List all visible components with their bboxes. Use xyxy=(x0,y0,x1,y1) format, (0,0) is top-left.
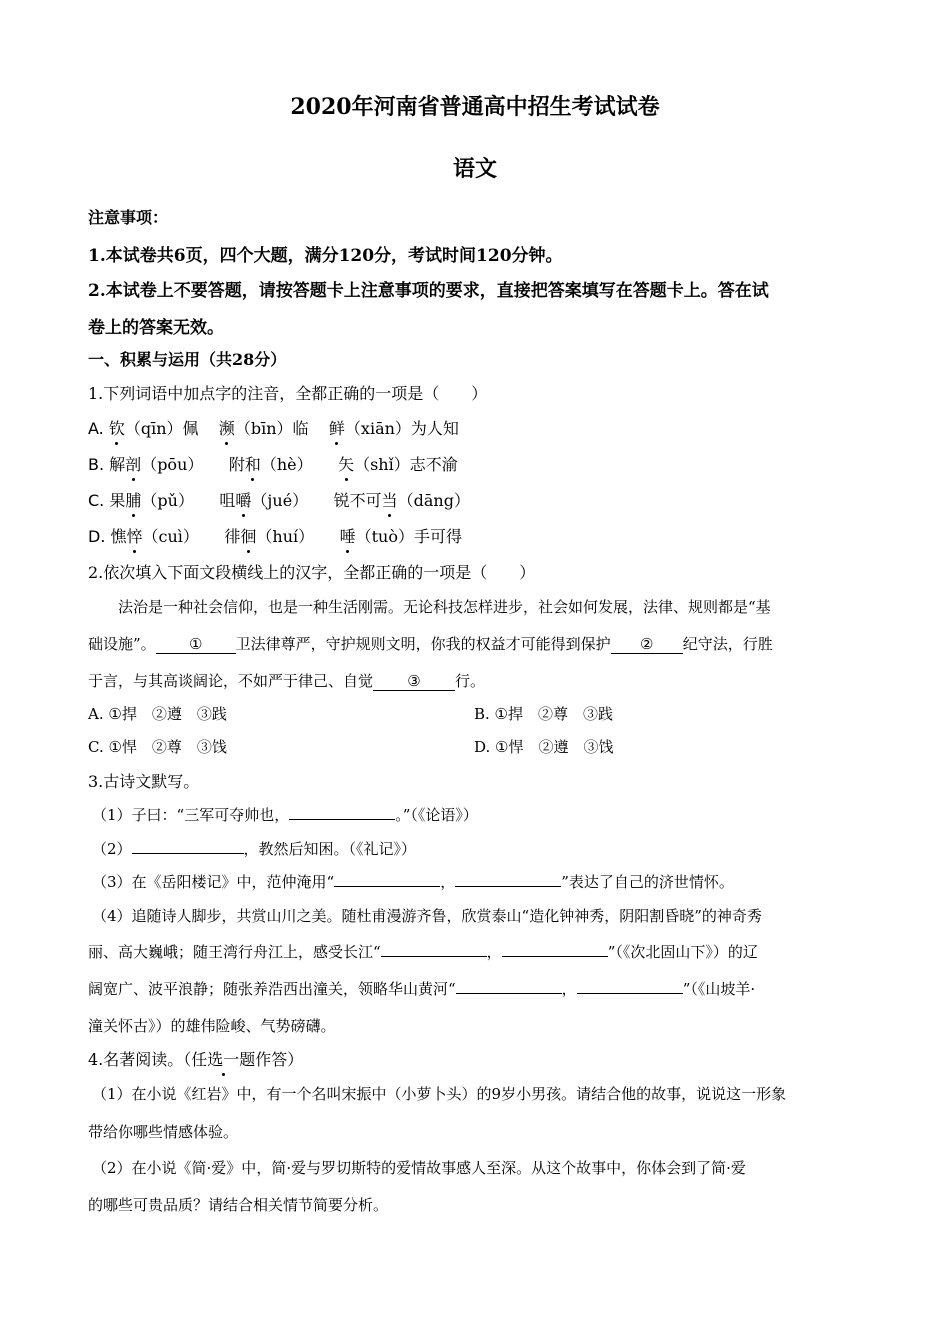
q2-passage-line-1: 法治是一种社会信仰，也是一种生活刚需。无论科技怎样进步，社会如何发展，法律、规则都是“基 xyxy=(118,598,771,616)
option-label: B. xyxy=(88,455,105,474)
q3-item-4-line-2: 丽、高大巍峨；随王湾行舟江上，感受长江“ ， ”（《次北固山下》）的辽 xyxy=(88,943,758,961)
q4-item-2-line-2: 的哪些可贵品质？请结合相关情节简要分析。 xyxy=(88,1196,389,1214)
q3-item-4-line-3: 阔宽广、波平浪静；随张养浩西出潼关，领略华山黄河“ ， ”（《山坡羊· xyxy=(88,980,756,998)
q3-item-4-line-4: 潼关怀古》）的雄伟险峻、气势磅礴。 xyxy=(88,1017,336,1035)
q4-item-2-line-1: （2）在小说《简·爱》中，简·爱与罗切斯特的爱情故事感人至深。从这个故事中，你体会到了简·爱 xyxy=(92,1159,746,1177)
blank-3: ③ xyxy=(373,672,455,691)
dotted-char: 嚼 xyxy=(235,488,251,511)
answer-blank xyxy=(381,956,487,957)
answer-blank xyxy=(132,853,244,854)
q2-option-a: A. ①捍 ②遵 ③践 xyxy=(88,705,227,723)
q1-option-c: C. 果脯（pǔ） 咀嚼（jué） 锐不可当（dāng） xyxy=(88,488,470,511)
q4-item-1-line-1: （1）在小说《红岩》中，有一个名叫宋振中（小萝卜头）的9岁小男孩。请结合他的故事，说说这一形象 xyxy=(92,1085,787,1103)
q3-stem: 3.古诗文默写。 xyxy=(88,772,200,791)
option-label: C. xyxy=(88,491,105,510)
dotted-char: 和 xyxy=(245,452,261,475)
answer-blank xyxy=(502,956,608,957)
answer-blank xyxy=(577,993,683,994)
q1-option-b: B. 解剖（pōu） 附和（hè） 矢（shǐ）志不渝 xyxy=(88,452,458,475)
dotted-char: 剖 xyxy=(125,452,141,475)
answer-blank xyxy=(455,886,561,887)
notice-item-2-line-2: 卷上的答案无效。 xyxy=(88,318,224,338)
q3-item-2: （2） ，教然后知困。（《礼记》） xyxy=(92,840,417,858)
notice-item-1: 1.本试卷共6页，四个大题，满分120分，考试时间120分钟。 xyxy=(88,246,563,266)
exam-title: 2020年河南省普通高中招生考试试卷 xyxy=(290,94,660,120)
q1-stem: 1.下列词语中加点字的注音，全都正确的一项是（ ） xyxy=(88,384,488,403)
q2-option-c: C. ①悍 ②尊 ③饯 xyxy=(88,738,227,756)
dotted-char: 当 xyxy=(382,488,398,511)
q2-option-b: B. ①捍 ②尊 ③践 xyxy=(474,705,614,723)
q1-option-d: D. 憔悴（cuì） 徘徊（huí） 唾（tuò）手可得 xyxy=(88,524,462,547)
blank-2: ② xyxy=(611,635,683,654)
dotted-char: 悴 xyxy=(127,524,143,547)
q3-item-4-line-1: （4）追随诗人脚步，共赏山川之美。随杜甫漫游齐鲁，欣赏泰山“造化钟神秀，阴阳割昏晓”的神奇秀 xyxy=(92,907,762,925)
answer-blank xyxy=(456,993,562,994)
q2-passage-line-2: 础设施”。 ① 卫法律尊严，守护规则文明，你我的权益才可能得到保护 ② 纪守法，行胜 xyxy=(88,635,773,653)
q4-stem: 4.名著阅读。（任选一题作答） xyxy=(88,1047,303,1070)
dotted-char: 脯 xyxy=(125,488,141,511)
notice-heading: 注意事项： xyxy=(88,208,169,227)
q2-stem: 2.依次填入下面文段横线上的汉字，全都正确的一项是（ ） xyxy=(88,563,536,582)
notice-item-2-line-1: 2.本试卷上不要答题，请按答题卡上注意事项的要求，直接把答案填写在答题卡上。答在试 xyxy=(88,281,769,301)
blank-1: ① xyxy=(156,635,236,654)
q1-option-a: A. 钦（qīn）佩 濒（bīn）临 鲜（xiān）为人知 xyxy=(88,416,459,439)
q2-option-d: D. ①悍 ②遵 ③饯 xyxy=(474,738,614,756)
option-label: D. xyxy=(88,527,106,546)
dotted-char: 钦 xyxy=(109,416,125,439)
subject-title: 语文 xyxy=(452,156,497,182)
dotted-char: 矢 xyxy=(338,452,354,475)
answer-blank xyxy=(334,886,440,887)
dotted-text: 任选一题 xyxy=(191,1047,255,1070)
dotted-char: 鲜 xyxy=(329,416,345,439)
answer-blank xyxy=(289,819,395,820)
dotted-char: 徊 xyxy=(240,524,256,547)
option-label: A. xyxy=(88,419,104,438)
q2-passage-line-3: 于言，与其高谈阔论，不如严于律己、自觉 ③ 行。 xyxy=(88,672,486,690)
q3-item-1: （1）子曰：“三军可夺帅也， 。”（《论语》） xyxy=(92,806,478,824)
dotted-char: 唾 xyxy=(340,524,356,547)
q3-item-3: （3）在《岳阳楼记》中，范仲淹用“ ， ”表达了自己的济世情怀。 xyxy=(92,873,734,891)
section-1-heading: 一、积累与运用（共28分） xyxy=(88,350,287,369)
q4-item-1-line-2: 带给你哪些情感体验。 xyxy=(88,1123,239,1141)
dotted-char: 濒 xyxy=(219,416,235,439)
